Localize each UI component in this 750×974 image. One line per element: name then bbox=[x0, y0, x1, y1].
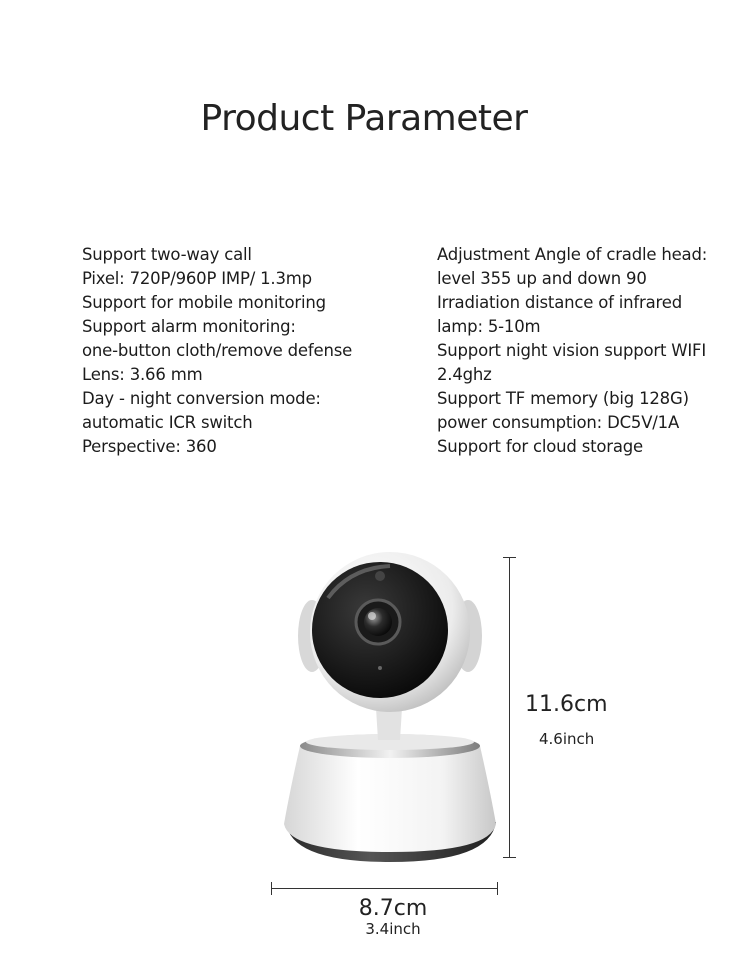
spec-line: lamp: 5-10m bbox=[437, 317, 541, 336]
spec-line: Pixel: 720P/960P IMP/ 1.3mp bbox=[82, 269, 312, 288]
spec-line: Support night vision support WIFI bbox=[437, 341, 707, 360]
spec-line: level 355 up and down 90 bbox=[437, 269, 647, 288]
spec-line: Support TF memory (big 128G) bbox=[437, 389, 689, 408]
height-dimension-line bbox=[509, 557, 510, 858]
height-dimension-cap-top bbox=[503, 557, 516, 558]
width-inch-label: 3.4inch bbox=[365, 920, 421, 938]
height-inch-label: 4.6inch bbox=[539, 730, 595, 748]
spec-line: Support for mobile monitoring bbox=[82, 293, 326, 312]
page-title: Product Parameter bbox=[200, 98, 528, 139]
height-cm-label: 11.6cm bbox=[525, 692, 608, 717]
spec-line: Lens: 3.66 mm bbox=[82, 365, 203, 384]
spec-line: Adjustment Angle of cradle head: bbox=[437, 245, 708, 264]
spec-line: Perspective: 360 bbox=[82, 437, 217, 456]
camera-product-image bbox=[250, 540, 530, 880]
spec-line: Irradiation distance of infrared bbox=[437, 293, 682, 312]
spec-line: power consumption: DC5V/1A bbox=[437, 413, 680, 432]
specs-right-column bbox=[437, 243, 737, 459]
width-cm-label: 8.7cm bbox=[358, 896, 428, 921]
specs-left-column bbox=[82, 243, 402, 459]
spec-line: Day - night conversion mode: bbox=[82, 389, 321, 408]
spec-line: automatic ICR switch bbox=[82, 413, 253, 432]
spec-line: Support alarm monitoring: bbox=[82, 317, 296, 336]
width-dimension-cap-right bbox=[497, 882, 498, 895]
spec-line: Support two-way call bbox=[82, 245, 252, 264]
spec-line: 2.4ghz bbox=[437, 365, 492, 384]
spec-line: Support for cloud storage bbox=[437, 437, 644, 456]
spec-line: one-button cloth/remove defense bbox=[82, 341, 353, 360]
width-dimension-cap-left bbox=[271, 882, 272, 895]
camera-base-body bbox=[284, 746, 496, 852]
camera-neck bbox=[376, 708, 402, 740]
width-dimension-line bbox=[271, 888, 498, 889]
height-dimension-cap-bottom bbox=[503, 857, 516, 858]
